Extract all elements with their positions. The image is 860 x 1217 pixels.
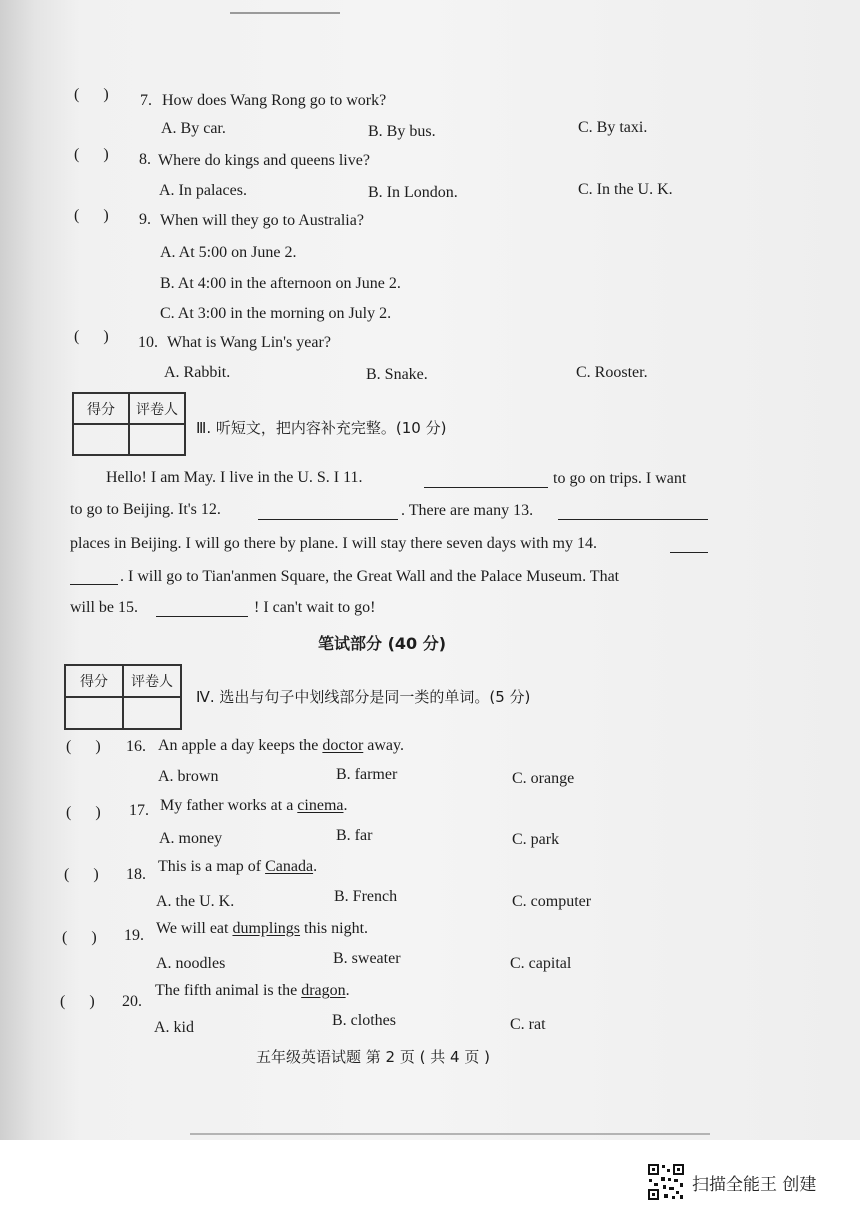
question-number: 20. xyxy=(122,993,142,1010)
option-a: A. noodles xyxy=(156,955,226,972)
grader-cell xyxy=(123,697,181,729)
option-c: C. park xyxy=(512,831,560,848)
question-text: When will they go to Australia? xyxy=(160,212,364,229)
option-c: C. orange xyxy=(512,770,575,787)
question-text: Where do kings and queens live? xyxy=(158,152,370,169)
blank-11[interactable] xyxy=(424,473,548,488)
option-b: B. French xyxy=(334,888,398,905)
answer-paren: ( ) xyxy=(66,738,101,755)
option-b: B. By bus. xyxy=(368,123,436,140)
qr-code-icon xyxy=(647,1163,685,1201)
option-c: C. At 3:00 in the morning on July 2. xyxy=(160,305,392,322)
question-text: My father works at a cinema. xyxy=(160,797,348,814)
blank-12[interactable] xyxy=(258,505,398,520)
option-b: B. Snake. xyxy=(366,366,428,383)
question-text: What is Wang Lin's year? xyxy=(167,334,331,351)
grader-label: 评卷人 xyxy=(123,665,181,697)
answer-paren: ( ) xyxy=(74,146,109,163)
option-b: B. sweater xyxy=(333,950,401,967)
answer-paren: ( ) xyxy=(64,866,99,883)
answer-paren: ( ) xyxy=(62,929,97,946)
answer-paren: ( ) xyxy=(74,207,109,224)
question-number: 9. xyxy=(139,211,151,228)
passage-text: . There are many 13. xyxy=(401,502,534,519)
option-b: B. In London. xyxy=(368,184,458,201)
question-text: The fifth animal is the dragon. xyxy=(155,982,350,999)
passage-text: ! I can't wait to go! xyxy=(254,599,376,616)
blank-14-cont[interactable] xyxy=(70,570,118,585)
underlined-word: dumplings xyxy=(232,920,301,937)
question-text: An apple a day keeps the doctor away. xyxy=(158,737,404,754)
question-number: 10. xyxy=(138,334,158,351)
brand-label: 扫描全能王 创建 xyxy=(692,1175,817,1195)
question-number: 8. xyxy=(139,151,151,168)
section-heading: Ⅳ. 选出与句子中划线部分是同一类的单词。(5 分) xyxy=(196,688,531,706)
score-label: 得分 xyxy=(73,393,129,424)
score-cell xyxy=(73,424,129,455)
option-a: A. Rabbit. xyxy=(164,364,231,381)
score-box xyxy=(64,664,182,730)
page-edge-mark xyxy=(230,12,340,14)
option-a: A. At 5:00 on June 2. xyxy=(160,244,297,261)
score-cell xyxy=(65,697,123,729)
option-b: B. farmer xyxy=(336,766,398,783)
answer-paren: ( ) xyxy=(60,993,95,1010)
question-number: 19. xyxy=(124,927,144,944)
grader-cell xyxy=(129,424,185,455)
question-number: 17. xyxy=(129,802,149,819)
grader-label: 评卷人 xyxy=(129,393,185,424)
passage-text: . I will go to Tian'anmen Square, the Great Wall and the Palace Museum. That xyxy=(120,568,620,585)
passage-text: will be 15. xyxy=(70,599,138,616)
option-a: A. By car. xyxy=(161,120,226,137)
blank-14[interactable] xyxy=(670,538,708,553)
option-c: C. rat xyxy=(510,1016,546,1033)
option-c: C. capital xyxy=(510,955,572,972)
page-footer: 五年级英语试题 第 2 页 ( 共 4 页 ) xyxy=(256,1048,490,1066)
question-number: 7. xyxy=(140,92,152,109)
blank-15[interactable] xyxy=(156,602,248,617)
passage-text: places in Beijing. I will go there by plane. I will stay there seven days with my 14. xyxy=(70,535,597,552)
option-a: A. In palaces. xyxy=(159,182,247,199)
option-b: B. clothes xyxy=(332,1012,396,1029)
option-a: A. kid xyxy=(154,1019,194,1036)
option-c: C. Rooster. xyxy=(576,364,648,381)
underlined-word: doctor xyxy=(322,737,364,754)
page-edge-mark xyxy=(190,1133,710,1135)
underlined-word: cinema xyxy=(297,797,344,814)
question-number: 18. xyxy=(126,866,146,883)
underlined-word: Canada xyxy=(265,858,314,875)
section-heading: Ⅲ. 听短文，把内容补充完整。(10 分) xyxy=(196,419,447,437)
passage-text: Hello! I am May. I live in the U. S. I 11. xyxy=(106,469,363,486)
question-number: 16. xyxy=(126,738,146,755)
option-b: B. far xyxy=(336,827,373,844)
option-c: C. computer xyxy=(512,893,592,910)
underlined-word: dragon xyxy=(301,982,346,999)
option-a: A. the U. K. xyxy=(156,893,235,910)
score-label: 得分 xyxy=(65,665,123,697)
blank-13[interactable] xyxy=(558,505,708,520)
answer-paren: ( ) xyxy=(66,804,101,821)
option-a: A. brown xyxy=(158,768,219,785)
question-text: How does Wang Rong go to work? xyxy=(162,92,387,109)
part-title: 笔试部分 (40 分) xyxy=(318,634,447,653)
passage-text: to go on trips. I want xyxy=(553,470,687,487)
option-b: B. At 4:00 in the afternoon on June 2. xyxy=(160,275,401,292)
option-c: C. In the U. K. xyxy=(578,181,673,198)
answer-paren: ( ) xyxy=(74,86,109,103)
question-text: This is a map of Canada. xyxy=(158,858,318,875)
score-box xyxy=(72,392,186,456)
question-text: We will eat dumplings this night. xyxy=(156,920,369,937)
option-c: C. By taxi. xyxy=(578,119,648,136)
option-a: A. money xyxy=(159,830,223,847)
answer-paren: ( ) xyxy=(74,328,109,345)
passage-text: to go to Beijing. It's 12. xyxy=(70,501,221,518)
